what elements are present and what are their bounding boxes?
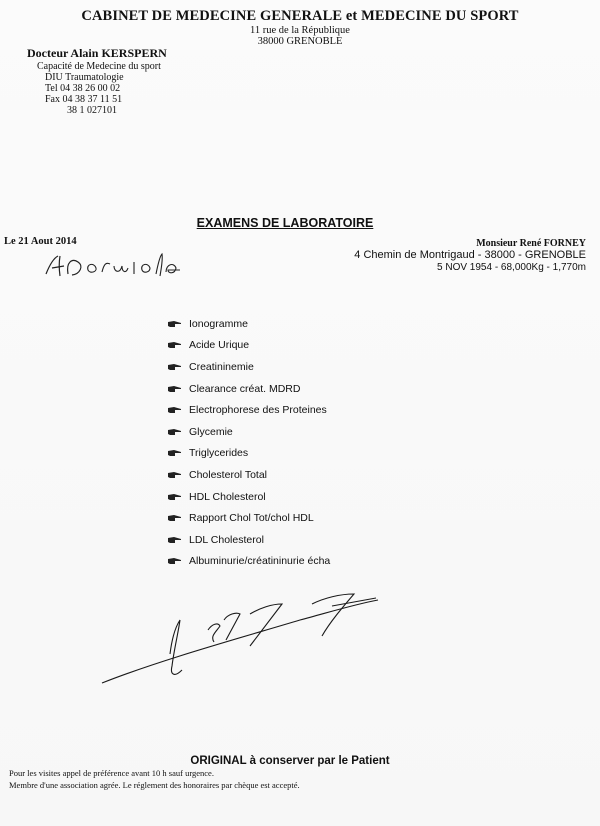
exam-label: LDL Cholesterol bbox=[189, 533, 264, 546]
exam-label: Ionogramme bbox=[189, 317, 248, 330]
clinic-city: 38000 GRENOBLE bbox=[257, 36, 343, 47]
visit-date: Le 21 Aout 2014 bbox=[4, 236, 77, 247]
pointing-hand-icon bbox=[168, 320, 182, 328]
exam-label: HDL Cholesterol bbox=[189, 490, 266, 503]
exam-item bbox=[168, 421, 330, 443]
exam-label: Glycemie bbox=[189, 425, 233, 438]
exam-item bbox=[168, 551, 330, 573]
footer-title: ORIGINAL à conserver par le Patient bbox=[190, 755, 390, 767]
exam-label: Triglycerides bbox=[189, 447, 249, 460]
exam-item bbox=[168, 529, 330, 551]
pointing-hand-icon bbox=[168, 493, 182, 501]
exam-label: Cholesterol Total bbox=[189, 468, 268, 481]
doctor-qualification-2: DIU Traumatologie bbox=[45, 72, 124, 83]
exam-item bbox=[168, 486, 330, 508]
doctor-name: Docteur Alain KERSPERN bbox=[27, 46, 167, 60]
footer-note-payment: Membre d'une association agrée. Le réglement des honoraires par chèque est accepté. bbox=[9, 780, 300, 790]
patient-info: 5 NOV 1954 - 68,000Kg - 1,770m bbox=[437, 262, 586, 273]
exam-label: Electrophorese des Proteines bbox=[189, 404, 327, 417]
patient-address: 4 Chemin de Montrigaud - 38000 - GRENOBLE bbox=[354, 249, 586, 261]
pointing-hand-icon bbox=[168, 536, 182, 544]
exam-item bbox=[168, 507, 330, 529]
clinic-name: CABINET DE MEDECINE GENERALE et MEDECINE DU SPORT bbox=[81, 8, 519, 24]
pointing-hand-icon bbox=[168, 471, 182, 479]
document-title: EXAMENS DE LABORATOIRE bbox=[196, 216, 374, 230]
exam-item bbox=[168, 399, 330, 421]
pointing-hand-icon bbox=[168, 514, 182, 522]
doctor-qualification-1: Capacité de Medecine du sport bbox=[37, 61, 161, 72]
doctor-signature bbox=[100, 590, 390, 685]
exam-item bbox=[168, 443, 330, 465]
pointing-hand-icon bbox=[168, 557, 182, 565]
clinic-street: 11 rue de la République bbox=[250, 25, 350, 36]
pointing-hand-icon bbox=[168, 363, 182, 371]
exam-label: Rapport Chol Tot/chol HDL bbox=[189, 512, 314, 525]
exam-label: Acide Urique bbox=[189, 339, 250, 352]
exam-item bbox=[168, 335, 330, 357]
exam-list bbox=[168, 313, 330, 572]
pointing-hand-icon bbox=[168, 449, 182, 457]
doctor-phone: Tel 04 38 26 00 02 bbox=[45, 83, 121, 94]
footer-note-visits: Pour les visites appel de préférence avant 10 h sauf urgence. bbox=[9, 768, 214, 778]
doctor-fax: Fax 04 38 37 11 51 bbox=[45, 94, 123, 105]
exam-label: Clearance créat. MDRD bbox=[189, 382, 301, 395]
patient-block bbox=[354, 238, 586, 274]
pointing-hand-icon bbox=[168, 428, 182, 436]
pointing-hand-icon bbox=[168, 385, 182, 393]
handwritten-initials bbox=[42, 250, 187, 280]
exam-item bbox=[168, 378, 330, 400]
exam-label: Albuminurie/créatininurie écha bbox=[189, 555, 331, 568]
exam-label: Creatininemie bbox=[189, 360, 254, 373]
exam-item bbox=[168, 313, 330, 335]
patient-name: Monsieur René FORNEY bbox=[476, 238, 586, 249]
doctor-block bbox=[27, 46, 177, 116]
pointing-hand-icon bbox=[168, 406, 182, 414]
exam-item bbox=[168, 464, 330, 486]
exam-item bbox=[168, 356, 330, 378]
doctor-rpps: 38 1 027101 bbox=[67, 105, 117, 116]
pointing-hand-icon bbox=[168, 341, 182, 349]
